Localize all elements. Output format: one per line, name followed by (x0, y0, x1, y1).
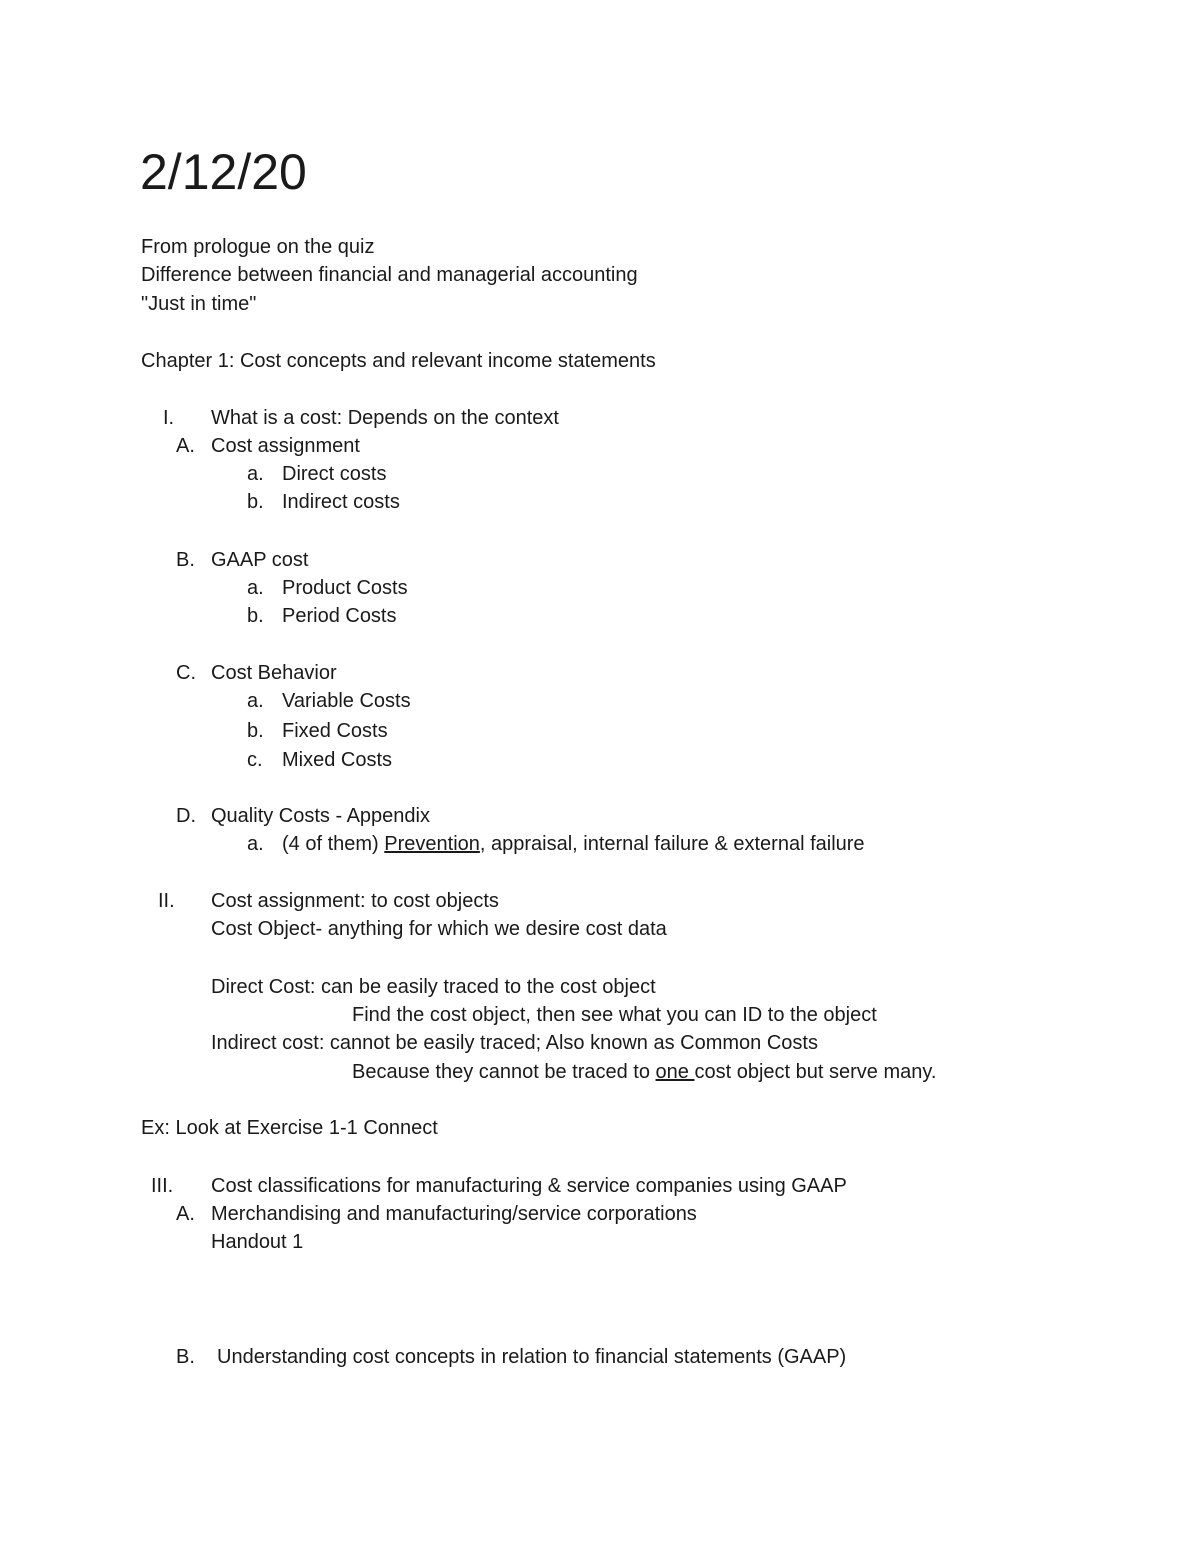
list-item: Variable Costs (282, 690, 411, 712)
list-marker: B. (176, 549, 195, 571)
section-heading: Cost classifications for manufacturing & service companies using GAAP (211, 1175, 847, 1197)
list-marker: C. (176, 662, 196, 684)
text-run: cost object but serve many. (694, 1061, 937, 1083)
section-heading: What is a cost: Depends on the context (211, 407, 559, 429)
intro-line: From prologue on the quiz (141, 236, 375, 258)
page-title: 2/12/20 (140, 144, 307, 200)
chapter-heading: Chapter 1: Cost concepts and relevant income statements (141, 350, 656, 372)
intro-line: "Just in time" (141, 293, 257, 315)
list-item: Product Costs (282, 577, 408, 599)
list-marker: D. (176, 805, 196, 827)
list-marker: A. (176, 435, 195, 457)
list-item: Mixed Costs (282, 749, 393, 771)
list-item: Understanding cost concepts in relation to financial statements (GAAP) (217, 1346, 847, 1368)
section-numeral: II. (158, 890, 175, 912)
list-marker: b. (247, 605, 264, 627)
list-item: Cost assignment (211, 435, 360, 457)
text-run: , appraisal, internal failure & external failure (479, 833, 865, 855)
note-line (352, 1060, 936, 1084)
list-item (282, 832, 865, 856)
section-numeral: I. (163, 407, 175, 429)
list-marker: a. (247, 833, 264, 855)
definition-line: Cost Object- anything for which we desire cost data (211, 918, 667, 940)
text-run: (4 of them) (282, 833, 385, 855)
definition-line: Direct Cost: can be easily traced to the cost object (211, 976, 656, 998)
list-item: Direct costs (282, 463, 387, 485)
list-item: Fixed Costs (282, 720, 388, 742)
underlined-text: Prevention (384, 833, 480, 855)
note-line: Find the cost object, then see what you can ID to the object (352, 1004, 877, 1026)
intro-line: Difference between financial and managerial accounting (141, 264, 638, 286)
definition-line: Indirect cost: cannot be easily traced; Also known as Common Costs (211, 1032, 818, 1054)
list-marker: a. (247, 690, 264, 712)
list-item: Quality Costs - Appendix (211, 805, 430, 827)
list-item: Merchandising and manufacturing/service corporations (211, 1203, 697, 1225)
list-marker: a. (247, 463, 264, 485)
section-numeral: III. (151, 1175, 174, 1197)
text-run: Because they cannot be traced to (352, 1061, 656, 1083)
list-marker: c. (247, 749, 263, 771)
list-marker: b. (247, 491, 264, 513)
list-item-note: Handout 1 (211, 1231, 304, 1253)
list-marker: b. (247, 720, 264, 742)
list-marker: B. (176, 1346, 195, 1368)
section-heading: Cost assignment: to cost objects (211, 890, 499, 912)
underlined-text: one (655, 1061, 695, 1083)
list-marker: a. (247, 577, 264, 599)
list-item: Cost Behavior (211, 662, 337, 684)
list-item: GAAP cost (211, 549, 309, 571)
list-item: Indirect costs (282, 491, 400, 513)
list-marker: A. (176, 1203, 195, 1225)
list-item: Period Costs (282, 605, 397, 627)
example-line: Ex: Look at Exercise 1-1 Connect (141, 1117, 438, 1139)
